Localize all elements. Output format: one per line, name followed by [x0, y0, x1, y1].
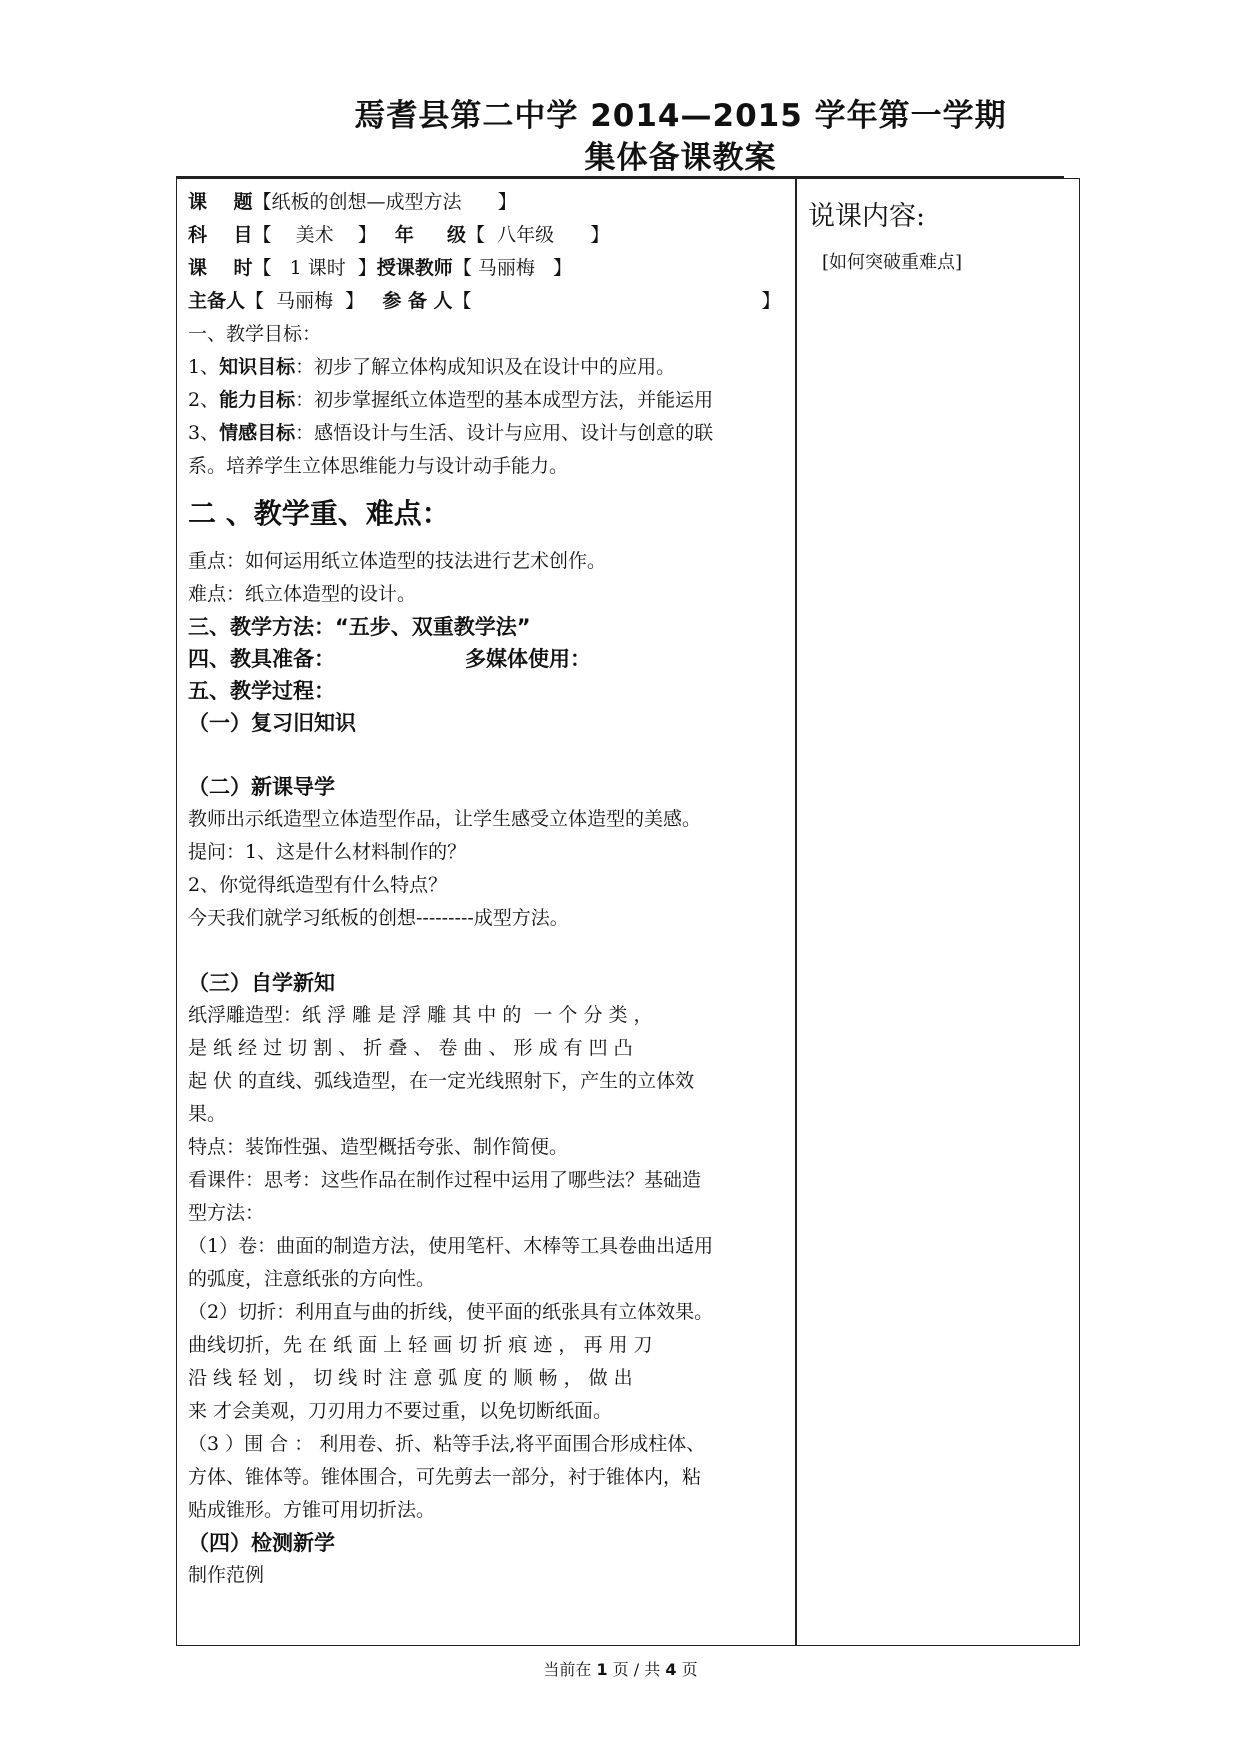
- key-point: 重点：如何运用纸立体造型的技法进行艺术创作。: [188, 550, 607, 572]
- paragraph-line: 果。: [188, 1103, 227, 1125]
- paragraph-line: 今天我们就学习纸板的创想---------成型方法。: [188, 907, 569, 929]
- topic-label: 课 题: [188, 191, 253, 213]
- paragraph-line: （1）卷：曲面的制造方法，使用笔杆、木棒等工具卷曲出适用: [188, 1235, 714, 1257]
- objective-emotion-text: ：感悟设计与生活、设计与应用、设计与创意的联: [295, 422, 714, 444]
- objective-emotion-num: 3、: [188, 422, 220, 444]
- paragraph-line: 提问：1、这是什么材料制作的？: [188, 841, 467, 863]
- objective-knowledge-text: ：初步了解立体构成知识及在设计中的应用。: [295, 356, 676, 378]
- lesson-content-column: [188, 186, 788, 1592]
- paragraph-line: 纸浮雕造型：纸 浮 雕 是 浮 雕 其 中 的 一 个 分 类 ，: [188, 1004, 653, 1026]
- paragraph-line: 的弧度，注意纸张的方向性。: [188, 1268, 436, 1290]
- teaching-tools: [188, 643, 788, 675]
- paragraph-line: 起 伏 的直线、弧线造型，在一定光线照射下，产生的立体效: [188, 1070, 695, 1092]
- objective-emotion: [188, 417, 788, 450]
- paragraph-line: 看课件：思考：这些作品在制作过程中运用了哪些法？基础造: [188, 1169, 702, 1191]
- topic-value: 【纸板的创想—成型方法 】: [252, 191, 517, 213]
- document-subtitle: 集体备课教案: [584, 140, 777, 176]
- section-check: （四）检测新学: [188, 1531, 335, 1555]
- objective-knowledge: [188, 351, 788, 384]
- current-page-number: 1: [596, 1660, 608, 1679]
- teaching-tools-label: 四、教具准备：: [188, 647, 335, 671]
- lecture-notes-title: 说课内容:: [808, 201, 926, 232]
- document-title: 焉耆县第二中学 2014—2015 学年第一学期: [354, 98, 1007, 134]
- paragraph-line: 特点：装饰性强、造型概括夸张、制作简便。: [188, 1136, 569, 1158]
- hours-row: [188, 252, 788, 285]
- objective-ability-num: 2、: [188, 389, 220, 411]
- paragraph-line: 型方法：: [188, 1202, 265, 1224]
- topic-row: [188, 186, 788, 219]
- preparer-value: 【 马丽梅 】: [245, 290, 365, 312]
- grade-value: 【 八年级 】: [466, 224, 610, 246]
- paragraph-line: 贴成锥形。方锥可用切折法。: [188, 1499, 436, 1521]
- paragraph-line: （3 ）围 合 ： 利用卷、折、粘等手法,将平面围合形成柱体、: [188, 1433, 706, 1455]
- paragraph-line: 曲线切折，先 在 纸 面 上 轻 画 切 折 痕 迹 ， 再 用 刀: [188, 1334, 653, 1356]
- subject-row: [188, 219, 788, 252]
- objective-ability: [188, 384, 788, 417]
- paragraph-line: 教师出示纸造型立体造型作品，让学生感受立体造型的美感。: [188, 808, 702, 830]
- preparer-row: [188, 285, 788, 318]
- hours-value: 【 1 课时 】: [252, 257, 377, 279]
- footer-prefix: 当前在: [543, 1660, 597, 1679]
- paragraph-line: （2）切折：利用直与曲的折线，使平面的纸张具有立体效果。: [188, 1301, 714, 1323]
- preparer-label: 主备人: [188, 290, 246, 312]
- objectives-heading: 一、教学目标：: [188, 323, 322, 345]
- key-points-heading: 二 、教学重、难点：: [188, 497, 450, 530]
- subject-value: 【 美术 】: [252, 224, 377, 246]
- paragraph-line: 方体、锥体等。锥体围合，可先剪去一部分，衬于锥体内，粘: [188, 1466, 702, 1488]
- footer-suffix: 页: [676, 1660, 698, 1679]
- section-review: （一）复习旧知识: [188, 711, 356, 735]
- hours-label: 课 时: [188, 257, 253, 279]
- objective-emotion-cont: 系。培养学生立体思维能力与设计动手能力。: [188, 455, 569, 477]
- multimedia-label: 多媒体使用：: [465, 647, 591, 671]
- paragraph-line: 来 才会美观，刀刃用力不要过重，以免切断纸面。: [188, 1400, 613, 1422]
- column-divider: [795, 178, 797, 1646]
- objective-ability-label: 能力目标: [219, 389, 296, 411]
- teaching-method: 三、教学方法：“五步、双重教学法”: [188, 615, 531, 639]
- paragraph-line: 2、你觉得纸造型有什么特点？: [188, 874, 448, 896]
- teacher-label: 授课教师: [376, 257, 453, 279]
- paragraph-line: 是 纸 经 过 切 割 、 折 叠 、 卷 曲 、 形 成 有 凹 凸: [188, 1037, 633, 1059]
- footer-middle: 页 / 共: [607, 1660, 666, 1679]
- objective-ability-text: ：初步掌握纸立体造型的基本成型方法，并能运用: [295, 389, 714, 411]
- paragraph-line: 沿 线 轻 划 ， 切 线 时 注 意 弧 度 的 顺 畅 ， 做 出: [188, 1367, 633, 1389]
- objective-knowledge-num: 1、: [188, 356, 220, 378]
- objective-knowledge-label: 知识目标: [219, 356, 296, 378]
- section-self-study: （三）自学新知: [188, 971, 335, 995]
- page-footer: [0, 1657, 1241, 1680]
- lecture-notes-column: [808, 196, 1068, 280]
- objective-emotion-label: 情感目标: [219, 422, 296, 444]
- lecture-notes-hint: [如何突破重难点]: [822, 252, 963, 273]
- grade-label: 年 级: [394, 224, 466, 246]
- teacher-value: 【 马丽梅 】: [452, 257, 572, 279]
- participants-label: 参 备 人: [382, 290, 453, 312]
- section-new-lesson: （二）新课导学: [188, 775, 335, 799]
- difficult-point: 难点：纸立体造型的设计。: [188, 583, 417, 605]
- subject-label: 科 目: [188, 224, 253, 246]
- total-pages-number: 4: [665, 1660, 677, 1679]
- paragraph-line: 制作范例: [188, 1564, 265, 1586]
- participants-value: 【 】: [452, 290, 781, 312]
- teaching-process-heading: 五、教学过程：: [188, 679, 335, 703]
